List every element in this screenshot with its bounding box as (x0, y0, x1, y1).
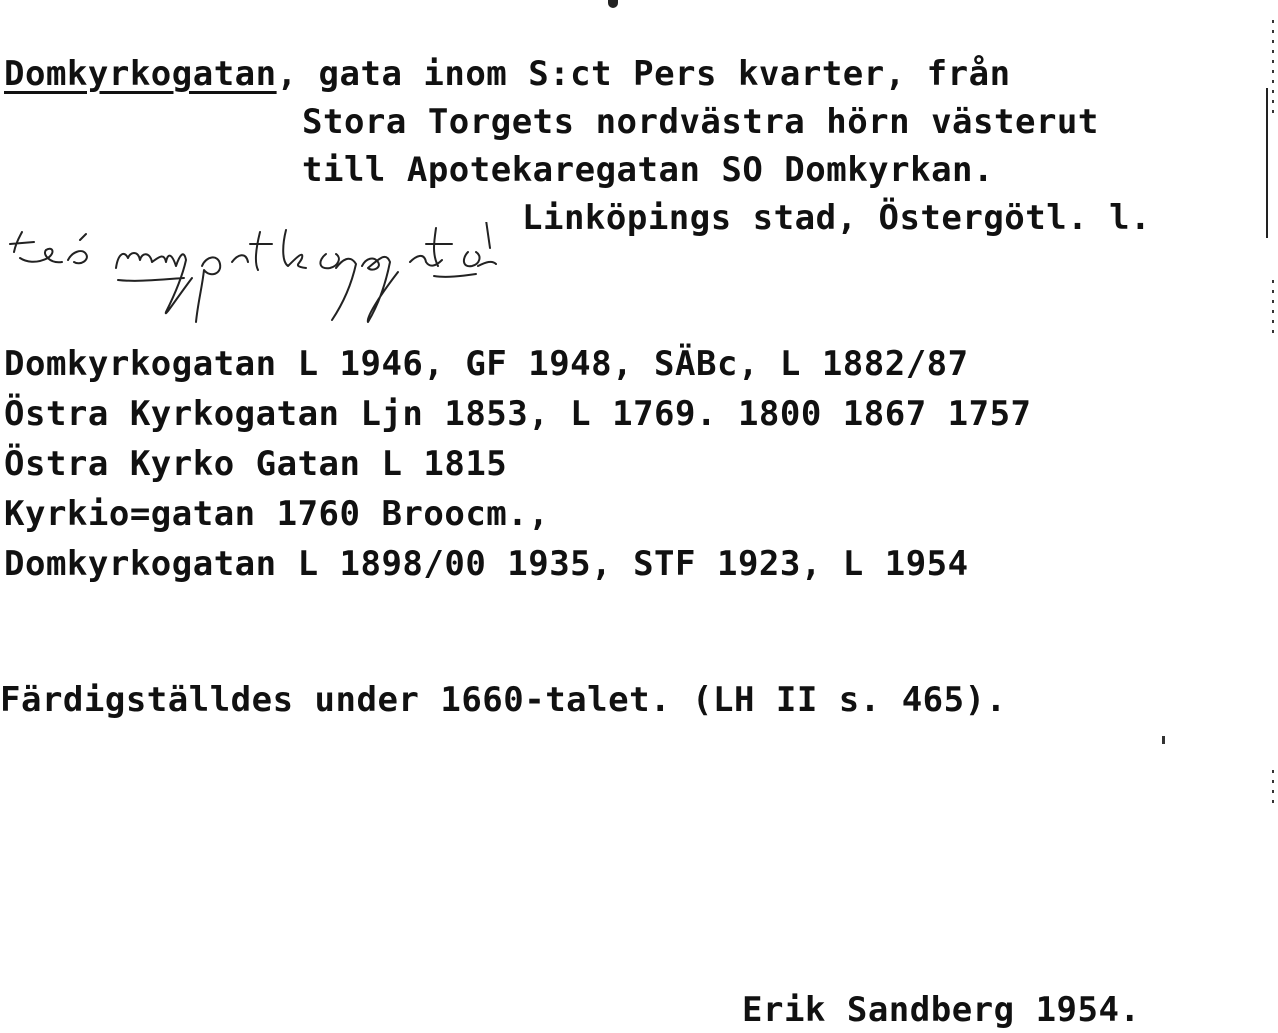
definition-text: , gata inom S:ct Pers kvarter, från (276, 54, 1011, 94)
definition-line-3: till Apotekaregatan SO Domkyrkan. (302, 150, 995, 190)
location-line: Linköpings stad, Östergötl. l. (522, 198, 1152, 238)
card-edge-dots (1272, 280, 1274, 340)
definition-line-1 (4, 54, 1011, 94)
handwritten-pronunciation (6, 222, 586, 332)
form-line: Domkyrkogatan L 1946, GF 1948, SÄBc, L 1882/87 (4, 344, 969, 384)
note-line: Färdigställdes under 1660-talet. (LH II s. 465). (0, 680, 1007, 720)
card-edge-dots (1272, 770, 1274, 810)
form-line: Kyrkio=gatan 1760 Broocm., (4, 494, 550, 534)
form-line: Östra Kyrko Gatan L 1815 (4, 444, 508, 484)
stray-mark (1162, 736, 1165, 744)
signature: Erik Sandberg 1954. (742, 990, 1141, 1030)
headword: Domkyrkogatan (4, 54, 277, 94)
form-line: Domkyrkogatan L 1898/00 1935, STF 1923, L 1954 (4, 544, 969, 584)
punch-mark (608, 0, 618, 8)
form-line: Östra Kyrkogatan Ljn 1853, L 1769. 1800 1867 1757 (4, 394, 1032, 434)
card-edge-line (1266, 88, 1268, 238)
card-edge-dots (1272, 20, 1274, 120)
definition-line-2: Stora Torgets nordvästra hörn västerut (302, 102, 1099, 142)
